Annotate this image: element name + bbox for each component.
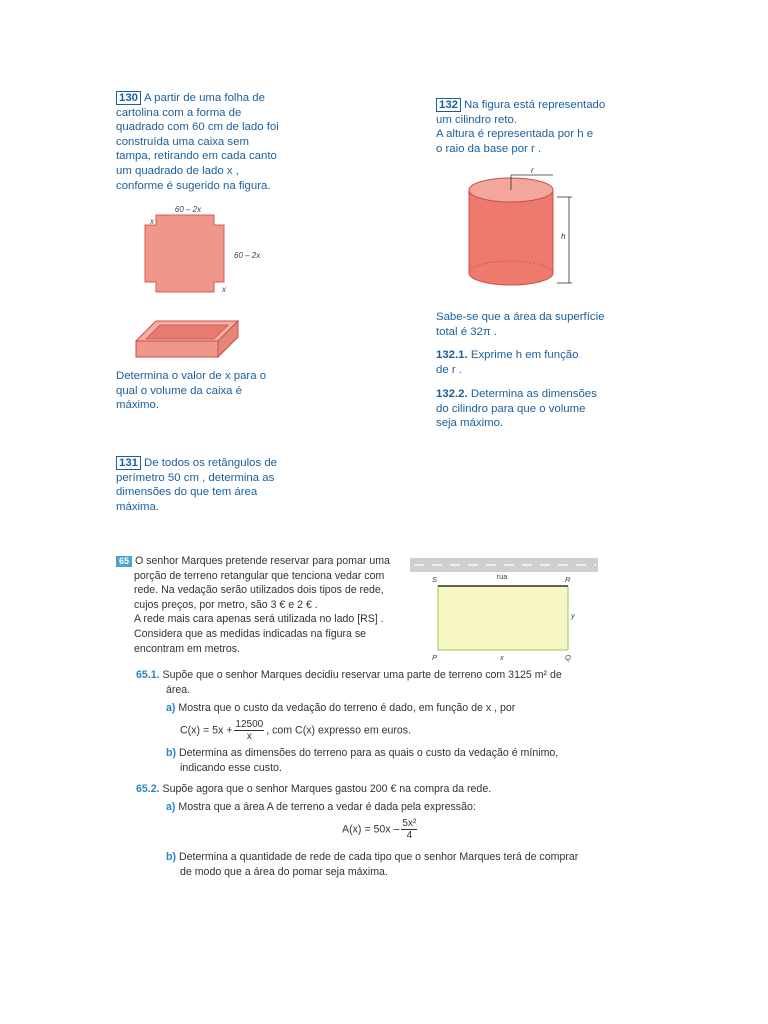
box-front — [136, 341, 218, 357]
label-height: h — [561, 232, 566, 241]
problem-130-question: Determina o valor de x para o qual o volume da caixa é máximo. — [116, 370, 267, 412]
problem-131-statement: 131 De todos os retângulos de perímetro 50 cm , determina as dimensões do que tem área máxima. — [116, 457, 277, 513]
problem-number-130: 130 — [116, 91, 141, 105]
question-65-1-b: b) Determina as dimensões do terreno para as quais o custo da vedação é mínimo, indicando esse custo. — [166, 747, 559, 774]
terrain-rectangle — [438, 586, 568, 650]
question-132-1: 132.1. Exprime h em função de r . — [436, 349, 579, 376]
question-65-1: 65.1. Supõe que o senhor Marques decidiu reservar uma parte de terreno com 3125 m² de área. — [136, 669, 562, 696]
problem-number-132: 132 — [436, 98, 461, 112]
question-65-2: 65.2. Supõe agora que o senhor Marques gastou 200 € na compra da rede. — [136, 783, 492, 795]
question-65-2-a: a) Mostra que a área A de terreno a vedar é dada pela expressão: — [166, 801, 476, 813]
label-vertex-R: R — [565, 575, 571, 584]
terrain-figure — [408, 556, 600, 666]
problem-tag-65: 65 — [116, 556, 132, 567]
open-box-figure — [130, 315, 250, 365]
question-65-2-b: b) Determina a quantidade de rede de cada tipo que o senhor Marques terá de comprar de modo que a área do pomar seja máxima. — [166, 851, 579, 878]
box-inside — [146, 325, 228, 339]
label-side-x: x — [500, 653, 504, 662]
question-132-2: 132.2. Determina as dimensões do cilindro para que o volume seja máximo. — [436, 388, 597, 430]
label-x-corner-top: x — [150, 217, 154, 226]
label-side-y: y — [571, 611, 575, 620]
label-road: rua — [496, 572, 508, 581]
problem-number-131: 131 — [116, 456, 141, 470]
problem-130-statement: 130 A partir de uma folha de cartolina com a forma de quadrado com 60 cm de lado foi construída uma caixa sem tampa, retirando em cada canto um quadrado de lado x , conforme é sugerido na figura. — [116, 92, 279, 192]
cylinder-body — [469, 190, 553, 285]
label-vertex-Q: Q — [565, 653, 571, 662]
label-radius: r — [531, 166, 534, 175]
label-top-side: 60 – 2x — [174, 205, 202, 214]
label-vertex-P: P — [432, 653, 438, 662]
cardboard-cross — [145, 215, 224, 292]
label-vertex-S: S — [432, 575, 438, 584]
problem-65-statement: 65 O senhor Marques pretende reservar para pomar uma porção de terreno retangular que tenciona vedar com rede. Na vedação serão utilizados dois tipos de rede, cujos preços, por metro, são 3 € e 2 € . A rede mais cara apenas será utilizada no lado [RS] . Considera que as medidas indicadas na figura se encontram em metros. — [116, 554, 406, 656]
question-65-1-a: a) Mostra que o custo da vedação do terreno é dado, em função de x , por C(x) = 5x + $\frac{12500}{x}$ , com C(x) expresso em euros. — [166, 701, 606, 742]
formula-cost: C(x) = 5x + $\frac{12500}{x}$ , com C(x) expresso em euros. — [180, 718, 412, 742]
label-right-side: 60 – 2x — [234, 251, 261, 260]
cylinder-figure — [460, 165, 590, 300]
label-x-corner-bottom: x — [222, 285, 226, 294]
problem-132-area: Sabe-se que a área da superfície total é 32π . — [436, 311, 605, 338]
formula-area: A(x) = 50x – $\frac{\text{5x²}}{4}$ — [342, 818, 417, 841]
cross-shape-figure — [130, 200, 280, 300]
problem-132-statement: 132 Na figura está representado um cilindro reto. A altura é representada por h e o raio da base por r . — [436, 99, 606, 155]
